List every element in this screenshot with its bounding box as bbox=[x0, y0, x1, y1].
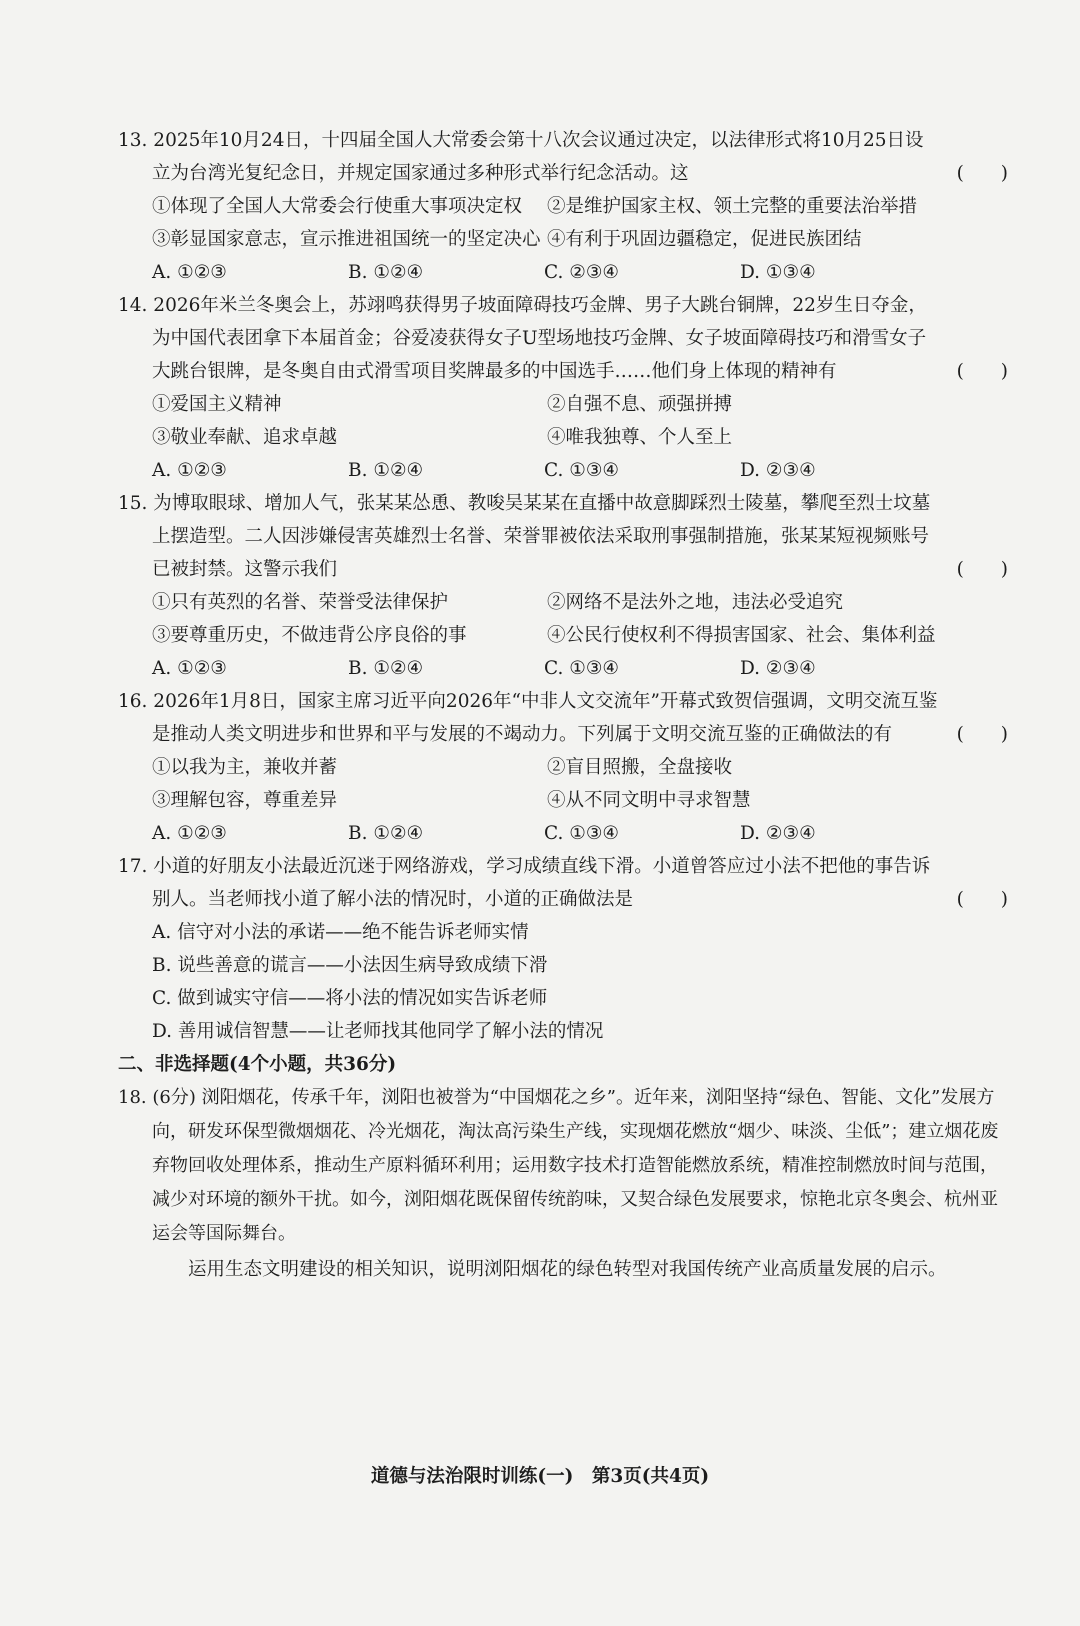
question-17 bbox=[118, 850, 1008, 1048]
statement-4: ④公民行使权利不得损害国家、社会、集体利益 bbox=[547, 625, 936, 646]
answer-parentheses: ( ) bbox=[956, 559, 1008, 580]
statement-3: ③要尊重历史，不做违背公序良俗的事 bbox=[152, 625, 467, 646]
question-13-stem bbox=[118, 124, 1008, 190]
choice-b: B. ①②④ bbox=[348, 658, 424, 679]
statement-1: ①爱国主义精神 bbox=[152, 394, 282, 415]
footer-page-number: 第3页(共4页) bbox=[591, 1466, 710, 1487]
statement-4: ④唯我独尊、个人至上 bbox=[547, 427, 733, 448]
question-16-choices bbox=[152, 817, 1008, 850]
choice-d: D. ①③④ bbox=[740, 262, 816, 283]
choice-b: B. ①②④ bbox=[348, 823, 424, 844]
answer-parentheses: ( ) bbox=[956, 163, 1008, 184]
question-14 bbox=[118, 289, 1008, 487]
choice-a: A. ①②③ bbox=[152, 823, 227, 844]
question-15-stem bbox=[118, 487, 1008, 586]
choice-b: B. ①②④ bbox=[348, 262, 424, 283]
answer-parentheses: ( ) bbox=[956, 724, 1008, 745]
question-17-text: 17. 小道的好朋友小法最近沉迷于网络游戏，学习成绩直线下滑。小道曾答应过小法不把他的事告诉别人。当老师找小道了解小法的情况时，小道的正确做法是 bbox=[118, 856, 931, 910]
question-16-text: 16. 2026年1月8日，国家主席习近平向2026年“中非人文交流年”开幕式致贺信强调，文明交流互鉴是推动人类文明进步和世界和平与发展的不竭动力。下列属于文明交流互鉴的正确做法的有 bbox=[118, 691, 938, 745]
section-heading: 二、非选择题(4个小题，共36分) bbox=[118, 1054, 397, 1075]
statement-4: ④从不同文明中寻求智慧 bbox=[547, 790, 751, 811]
footer-title: 道德与法治限时训练(一) bbox=[370, 1466, 574, 1487]
choice-d: D. ②③④ bbox=[740, 658, 816, 679]
question-13 bbox=[118, 124, 1008, 289]
choice-c: C. ①③④ bbox=[544, 658, 620, 679]
choice-a: A. 信守对小法的承诺——绝不能告诉老师实情 bbox=[152, 922, 529, 943]
question-15-choices bbox=[152, 652, 1008, 685]
statement-1: ①体现了全国人大常委会行使重大事项决定权 bbox=[152, 196, 523, 217]
question-16 bbox=[118, 685, 1008, 850]
question-18-prompt: 运用生态文明建设的相关知识，说明浏阳烟花的绿色转型对我国传统产业高质量发展的启示。 bbox=[188, 1259, 947, 1280]
answer-parentheses: ( ) bbox=[956, 361, 1008, 382]
question-16-statements bbox=[118, 751, 1008, 850]
question-16-stem bbox=[118, 685, 1008, 751]
question-14-choices bbox=[152, 454, 1008, 487]
question-13-text: 13. 2025年10月24日，十四届全国人大常委会第十八次会议通过决定，以法律形式将10月25日设立为台湾光复纪念日，并规定国家通过多种形式举行纪念活动。这 bbox=[118, 130, 924, 184]
statement-2: ②自强不息、顽强拼搏 bbox=[547, 394, 733, 415]
statement-2: ②盲目照搬，全盘接收 bbox=[547, 757, 733, 778]
choice-b: B. ①②④ bbox=[348, 460, 424, 481]
statement-3: ③彰显国家意志，宣示推进祖国统一的坚定决心 bbox=[152, 229, 541, 250]
statement-1: ①以我为主，兼收并蓄 bbox=[152, 757, 338, 778]
statement-3: ③理解包容，尊重差异 bbox=[152, 790, 338, 811]
choice-c: C. ①③④ bbox=[544, 460, 620, 481]
statement-2: ②是维护国家主权、领土完整的重要法治举措 bbox=[547, 196, 918, 217]
question-15-statements bbox=[118, 586, 1008, 685]
statement-1: ①只有英烈的名誉、荣誉受法律保护 bbox=[152, 592, 449, 613]
page-footer bbox=[0, 1462, 1080, 1492]
choice-d: D. 善用诚信智慧——让老师找其他同学了解小法的情况 bbox=[152, 1021, 604, 1042]
choice-a: A. ①②③ bbox=[152, 262, 227, 283]
question-17-stem bbox=[118, 850, 1008, 916]
choice-d: D. ②③④ bbox=[740, 823, 816, 844]
choice-a: A. ①②③ bbox=[152, 460, 227, 481]
question-15 bbox=[118, 487, 1008, 685]
choice-a: A. ①②③ bbox=[152, 658, 227, 679]
question-13-choices bbox=[152, 256, 1008, 289]
question-15-text: 15. 为博取眼球、增加人气，张某某怂恿、教唆吴某某在直播中故意脚踩烈士陵墓，攀爬至烈士坟墓上摆造型。二人因涉嫌侵害英雄烈士名誉、荣誉罪被依法采取刑事强制措施，张某某短视频账号已被封禁。这警示我们 bbox=[118, 493, 931, 580]
choice-c: C. ①③④ bbox=[544, 823, 620, 844]
question-14-statements bbox=[118, 388, 1008, 487]
statement-3: ③敬业奉献、追求卓越 bbox=[152, 427, 338, 448]
choice-b: B. 说些善意的谎言——小法因生病导致成绩下滑 bbox=[152, 955, 548, 976]
statement-4: ④有利于巩固边疆稳定，促进民族团结 bbox=[547, 229, 862, 250]
choice-d: D. ②③④ bbox=[740, 460, 816, 481]
question-13-statements bbox=[118, 190, 1008, 289]
question-14-stem bbox=[118, 289, 1008, 388]
statement-2: ②网络不是法外之地，违法必受追究 bbox=[547, 592, 844, 613]
question-17-choices bbox=[118, 916, 1008, 1048]
answer-parentheses: ( ) bbox=[956, 889, 1008, 910]
question-18-text: 18. (6分) 浏阳烟花，传承千年，浏阳也被誉为“中国烟花之乡”。近年来，浏阳坚持“绿色、智能、文化”发展方向，研发环保型微烟烟花、冷光烟花，淘汰高污染生产线，实现烟花燃放“烟少、味淡、尘低”；建立烟花废弃物回收处理体系，推动生产原料循环利用；运用数字技术打造智能燃放系统，精准控制燃放时间与范围，减少对环境的额外干扰。如今，浏阳烟花既保留传统韵味，又契合绿色发展要求，惊艳北京冬奥会、杭州亚运会等国际舞台。 bbox=[118, 1087, 999, 1244]
page-content bbox=[118, 124, 1008, 1287]
question-14-text: 14. 2026年米兰冬奥会上，苏翊鸣获得男子坡面障碍技巧金牌、男子大跳台铜牌，22岁生日夺金，为中国代表团拿下本届首金；谷爱凌获得女子U型场地技巧金牌、女子坡面障碍技巧和滑雪女子大跳台银牌，是冬奥自由式滑雪项目奖牌最多的中国选手……他们身上体现的精神有 bbox=[118, 295, 927, 382]
choice-c: C. ②③④ bbox=[544, 262, 620, 283]
choice-c: C. 做到诚实守信——将小法的情况如实告诉老师 bbox=[152, 988, 548, 1009]
